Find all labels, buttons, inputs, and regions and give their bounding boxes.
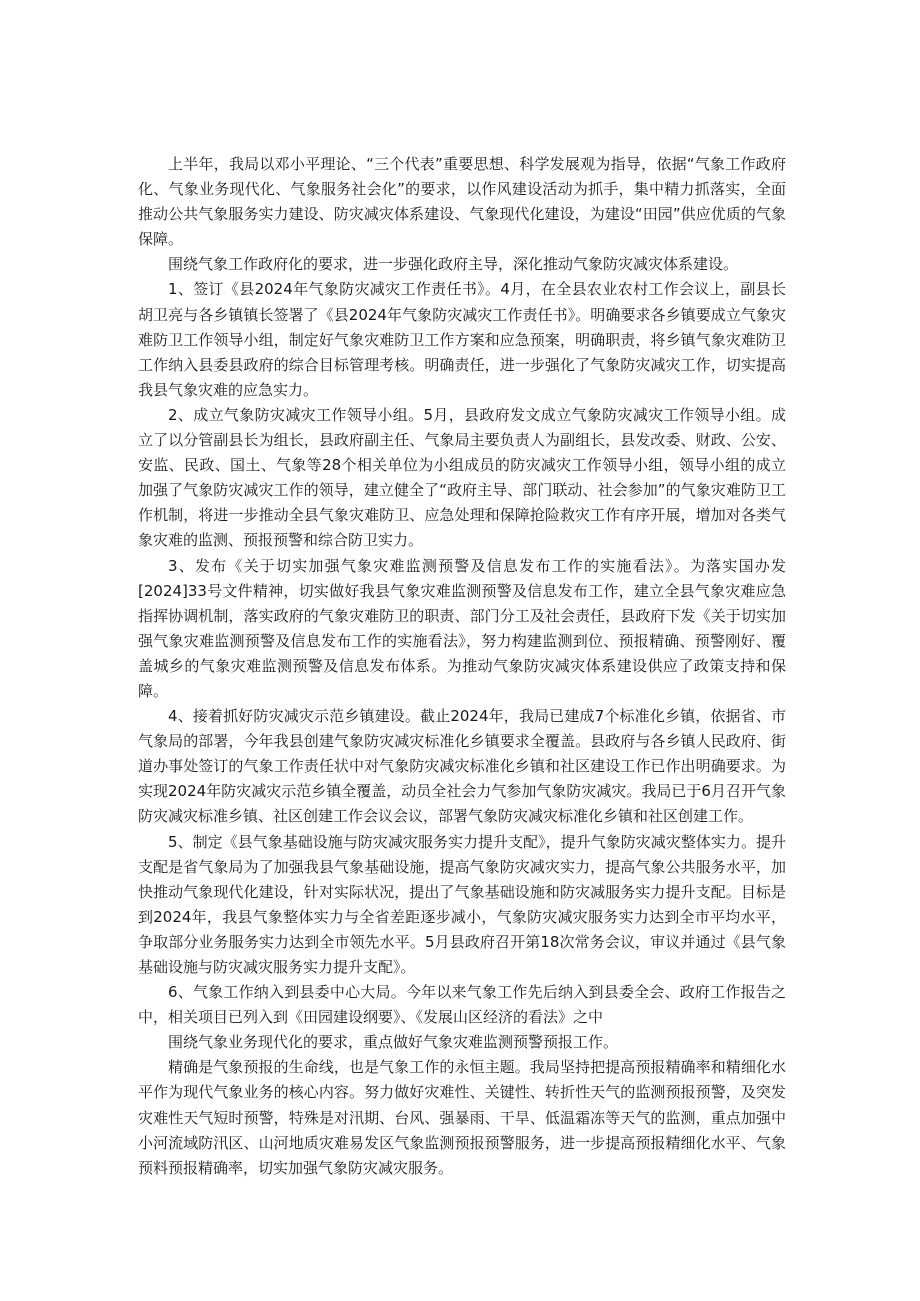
paragraph-item-3: 3、发布《关于切实加强气象灾难监测预警及信息发布工作的实施看法》。为落实国办发[2024]33号文件精神，切实做好我县气象灾难监测预警及信息发布工作，建立全县气象灾难应急指挥协调机制，落实政府的气象灾难防卫的职责、部门分工及社会责任，县政府下发《关于切实加强气象灾难监测预警及信息发布工作的实施看法》，努力构建监测到位、预报精确、预警刚好、覆盖城乡的气象灾难监测预警及信息发布体系。为推动气象防灾减灾体系建设供应了政策支持和保障。 (138, 556, 786, 700)
paragraph-item-6: 6、气象工作纳入到县委中心大局。今年以来气象工作先后纳入到县委全会、政府工作报告之中，相关项目已列入到《田园建设纲要》、《发展山区经济的看法》之中 (138, 983, 786, 1027)
paragraph-section-heading-2: 围绕气象业务现代化的要求，重点做好气象灾难监测预警预报工作。 (168, 1033, 619, 1052)
paragraph-item-2: 2、成立气象防灾减灾工作领导小组。5月，县政府发文成立气象防灾减灾工作领导小组。成立了以分管副县长为组长，县政府副主任、气象局主要负责人为副组长，县发改委、财政、公安、安监、民政、国土、气象等28个相关单位为小组成员的防灾减灾工作领导小组，领导小组的成立加强了气象防灾减灾工作的领导，建立健全了“政府主导、部门联动、社会参加”的气象灾难防卫工作机制，将进一步推动全县气象灾难防卫、应急处理和保障抢险救灾工作有序开展，增加对各类气象灾难的监测、预报预警和综合防卫实力。 (138, 405, 786, 550)
paragraph-item-5: 5、制定《县气象基础设施与防灾减灾服务实力提升支配》，提升气象防灾减灾整体实力。提升支配是省气象局为了加强我县气象基础设施，提高气象防灾减灾实力，提高气象公共服务水平，加快推动气象现代化建设，针对实际状况，提出了气象基础设施和防灾减服务实力提升支配。目标是到2024年，我县气象整体实力与全省差距逐步减小，气象防灾减灾服务实力达到全市平均水平，争取部分业务服务实力达到全市领先水平。5月县政府召开第18次常务会议，审议并通过《县气象基础设施与防灾减灾服务实力提升支配》。 (138, 832, 786, 976)
paragraph-intro: 上半年，我局以邓小平理论、“三个代表”重要思想、科学发展观为指导，依据“气象工作政府化、气象业务现代化、气象服务社会化”的要求，以作风建设活动为抓手，集中精力抓落实，全面推动公共气象服务实力建设、防灾减灾体系建设、气象现代化建设，为建设“田园”供应优质的气象保障。 (138, 155, 786, 249)
paragraph-forecast: 精确是气象预报的生命线，也是气象工作的永恒主题。我局坚持把提高预报精确率和精细化水平作为现代气象业务的核心内容。努力做好灾难性、关键性、转折性天气的监测预报预警，及突发灾难性天气短时预警，特殊是对汛期、台风、强暴雨、干旱、低温霜冻等天气的监测，重点加强中小河流域防汛区、山河地质灾难易发区气象监测预报预警服务，进一步提高预报精细化水平、气象预料预报精确率，切实加强气象防灾减灾服务。 (138, 1058, 786, 1177)
paragraph-item-1: 1、签订《县2024年气象防灾减灾工作责任书》。4月，在全县农业农村工作会议上，副县长胡卫亮与各乡镇镇长签署了《县2024年气象防灾减灾工作责任书》。明确要求各乡镇要成立气象灾难防卫工作领导小组，制定好气象灾难防卫工作方案和应急预案，明确职责，将乡镇气象灾难防卫工作纳入县委县政府的综合目标管理考核。明确责任，进一步强化了气象防灾减灾工作，切实提高我县气象灾难的应急实力。 (138, 280, 786, 399)
paragraph-section-heading-1: 围绕气象工作政府化的要求，进一步强化政府主导，深化推动气象防灾减灾体系建设。 (168, 255, 739, 274)
document-body (138, 152, 786, 1181)
paragraph-item-4: 4、接着抓好防灾减灾示范乡镇建设。截止2024年，我局已建成7个标准化乡镇，依据省、市气象局的部署，今年我县创建气象防灾减灾标准化乡镇要求全覆盖。县政府与各乡镇人民政府、街道办事处签订的气象工作责任状中对气象防灾减灾标准化乡镇和社区建设工作已作出明确要求。为实现2024年防灾减灾示范乡镇全覆盖，动员全社会力气参加气象防灾减灾。我局已于6月召开气象防灾减灾标准乡镇、社区创建工作会议会议，部署气象防灾减灾标准化乡镇和社区创建工作。 (138, 707, 786, 826)
